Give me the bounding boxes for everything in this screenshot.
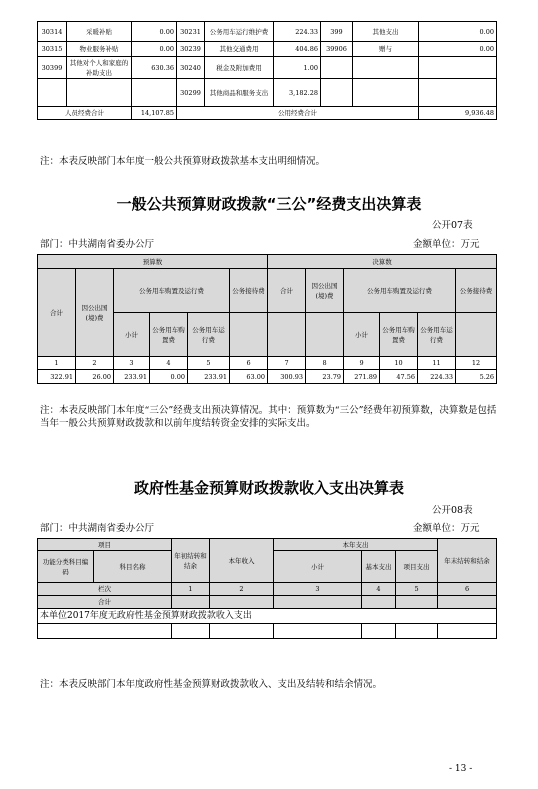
- table-row: [38, 79, 497, 107]
- table-cell: 630.36: [132, 57, 177, 79]
- project-header: 项目: [38, 539, 172, 551]
- table06-note: 注：本表反映部门本年度一般公共预算财政拨款基本支出明细情况。: [40, 156, 326, 167]
- table-cell: [353, 79, 419, 107]
- column-number: 6: [230, 357, 268, 370]
- table-cell: 30231: [177, 22, 205, 42]
- table-cell: 224.33: [274, 22, 321, 42]
- table-cell: 其他商品和服务支出: [205, 79, 274, 107]
- table07-unit: 金额单位：万元: [413, 239, 480, 250]
- table-cell: [419, 79, 497, 107]
- value-cell: 271.89: [344, 370, 380, 384]
- column-number: 8: [306, 357, 344, 370]
- table-cell: [321, 79, 353, 107]
- expense-header: 本年支出: [274, 539, 438, 551]
- final-subtotal-header: 小计: [344, 313, 380, 357]
- final-purchase-header: 公务用车购置费: [380, 313, 418, 357]
- column-number: 11: [418, 357, 456, 370]
- final-car-header: 公务用车购置及运行费: [344, 269, 456, 313]
- value-cell: 23.79: [306, 370, 344, 384]
- column-number: 2: [210, 583, 274, 596]
- lanci-label: 栏次: [38, 583, 172, 596]
- table07-dept: 部门：中共湖南省委办公厅: [40, 239, 155, 250]
- table07-title: 一般公共预算财政拨款“三公”经费支出决算表: [116, 195, 422, 213]
- table-cell: 0.00: [132, 22, 177, 42]
- value-cell: 300.93: [268, 370, 306, 384]
- budget-car-header: 公务用车购置及运行费: [114, 269, 230, 313]
- table-cell: 399: [321, 22, 353, 42]
- table-cell: 税金及附加费用: [205, 57, 274, 79]
- table08-note: 注：本表反映部门本年度政府性基金预算财政拨款收入、支出及结转和结余情况。: [40, 679, 383, 690]
- public-total-value: 9,936.48: [419, 107, 497, 120]
- final-total-header: 合计: [268, 269, 306, 313]
- func-code-header: 功能分类科目编码: [38, 551, 94, 583]
- table-cell: 其他交通费用: [205, 42, 274, 57]
- budget-operation-header: 公务用车运行费: [188, 313, 230, 357]
- table-cell: 采暖补贴: [67, 22, 132, 42]
- value-cell: 26.00: [76, 370, 114, 384]
- value-cell: 224.33: [418, 370, 456, 384]
- table-cell: [321, 57, 353, 79]
- table-cell: 其他对个人和家庭的补助支出: [67, 57, 132, 79]
- page-number: - 13 -: [449, 764, 473, 774]
- final-header: 决算数: [268, 255, 497, 269]
- table-cell: 赠与: [353, 42, 419, 57]
- end-balance-header: 年末结转和结余: [438, 539, 497, 583]
- expense-subtotal-header: 小计: [274, 551, 362, 583]
- budget-reception-header: 公务接待费: [230, 269, 268, 313]
- table-cell: 404.86: [274, 42, 321, 57]
- table08-code: 公开08表: [432, 505, 473, 516]
- column-number: 12: [456, 357, 497, 370]
- table-cell: 39906: [321, 42, 353, 57]
- personnel-total-label: 人员经费合计: [38, 107, 132, 120]
- subject-header: 科目名称: [94, 551, 172, 583]
- table-row: [38, 42, 497, 57]
- table-cell: 1.00: [274, 57, 321, 79]
- value-cell: 322.91: [38, 370, 76, 384]
- table-row: [38, 57, 497, 79]
- budget-subtotal-header: 小计: [114, 313, 150, 357]
- final-reception-header: 公务接待费: [456, 269, 497, 313]
- column-number: 6: [438, 583, 497, 596]
- table-cell: [353, 57, 419, 79]
- table-cell: 公务用车运行维护费: [205, 22, 274, 42]
- value-cell: 233.91: [114, 370, 150, 384]
- column-number: 1: [172, 583, 210, 596]
- budget-abroad-header: 因公出国(境)费: [76, 269, 114, 357]
- value-cell: 47.56: [380, 370, 418, 384]
- public-total-label: 公用经费合计: [177, 107, 419, 120]
- table-cell: [419, 57, 497, 79]
- column-number: 10: [380, 357, 418, 370]
- table-cell: [67, 79, 132, 107]
- table-cell: 30399: [38, 57, 67, 79]
- table-cell: 30299: [177, 79, 205, 107]
- column-number: 3: [274, 583, 362, 596]
- budget-header: 预算数: [38, 255, 268, 269]
- table-cell: 30240: [177, 57, 205, 79]
- table-cell: 30314: [38, 22, 67, 42]
- table07-code: 公开07表: [432, 220, 473, 231]
- column-number: 3: [114, 357, 150, 370]
- personnel-total-value: 14,107.85: [132, 107, 177, 120]
- table-cell: 0.00: [419, 22, 497, 42]
- column-number: 1: [38, 357, 76, 370]
- value-cell: 5.26: [456, 370, 497, 384]
- table-cell: 0.00: [132, 42, 177, 57]
- budget-total-header: 合计: [38, 269, 76, 357]
- basic-expense-detail-table: [37, 21, 497, 120]
- table08-unit: 金额单位：万元: [413, 523, 480, 534]
- column-number: 4: [362, 583, 396, 596]
- table-cell: [38, 79, 67, 107]
- begin-balance-header: 年初结转和结余: [172, 539, 210, 583]
- basic-expense-header: 基本支出: [362, 551, 396, 583]
- column-number: 5: [396, 583, 438, 596]
- table-cell: 30239: [177, 42, 205, 57]
- three-public-expense-table: [37, 254, 497, 384]
- project-expense-header: 项目支出: [396, 551, 438, 583]
- column-number: 4: [150, 357, 188, 370]
- final-abroad-header: 因公出国(境)费: [306, 269, 344, 313]
- value-cell: 0.00: [150, 370, 188, 384]
- total-label: 合计: [38, 596, 172, 609]
- value-cell: 63.00: [230, 370, 268, 384]
- column-number: 7: [268, 357, 306, 370]
- table08-dept: 部门：中共湖南省委办公厅: [40, 523, 155, 534]
- gov-fund-table: [37, 538, 497, 639]
- empty-note: 本单位2017年度无政府性基金预算财政拨款收入支出: [38, 609, 497, 624]
- value-cell: 233.91: [188, 370, 230, 384]
- column-number: 2: [76, 357, 114, 370]
- table07-note: 注：本表反映部门本年度“三公”经费支出预决算情况。其中：预算数为“三公”经费年初预算数，决算数是包括当年一般公共预算财政拨款和以前年度结转资金安排的实际支出。: [40, 405, 497, 429]
- table-cell: 3,182.28: [274, 79, 321, 107]
- column-number: 5: [188, 357, 230, 370]
- table-cell: 30315: [38, 42, 67, 57]
- table-cell: [132, 79, 177, 107]
- table-cell: 物业服务补贴: [67, 42, 132, 57]
- column-number: 9: [344, 357, 380, 370]
- table-cell: 0.00: [419, 42, 497, 57]
- table08-title: 政府性基金预算财政拨款收入支出决算表: [133, 479, 404, 497]
- budget-purchase-header: 公务用车购置费: [150, 313, 188, 357]
- final-operation-header: 公务用车运行费: [418, 313, 456, 357]
- table-row: [38, 22, 497, 42]
- income-header: 本年收入: [210, 539, 274, 583]
- table-cell: 其他支出: [353, 22, 419, 42]
